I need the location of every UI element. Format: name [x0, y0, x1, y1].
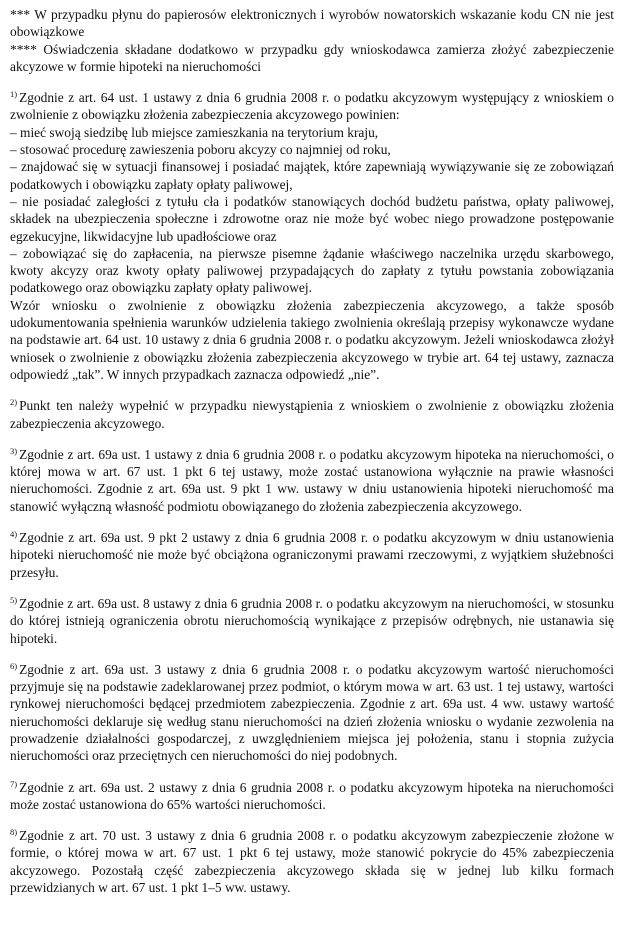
footnote-3: [10, 446, 614, 515]
footnote-6-text: Zgodnie z art. 69a ust. 3 ustawy z dnia 6 grudnia 2008 r. o podatku akcyzowym wartość nieruchomości przyjmuje się na podstawie zadeklarowanej przez podmiot, o którym mowa w art. 63 ust. 1 tej ustawy, wartości rynkowej nieruchomości będącej przedmiotem zabezpieczenia. Zgodnie z art. 69a ust. 4 ww. ustawy wartość nieruchomości deklaruje się według stanu nieruchomości na dzień złożenia wniosku o wydanie zezwolenia na prowadzenie działalności gospodarczej, z uwzględnieniem miejsca jej położenia, stanu i stopnia zużycia nieruchomości oraz przeciętnych cen nieruchomości do niej podobnych.: [10, 661, 614, 764]
footnote-1-item-3: – znajdować się w sytuacji finansowej i posiadać majątek, które zapewniają wywiązywanie się ze zobowiązań podatkowych i obowiązku zapłaty opłaty paliwowej,: [10, 159, 614, 192]
footnote-1-item-5: – zobowiązać się do zapłacenia, na pierwsze pisemne żądanie właściwego naczelnika urzędu skarbowego, kwoty akcyzy oraz kwoty opłaty paliwowej przypadających do zapłaty z tytułu powstania zobowiązania podatkowego oraz obowiązku zapłaty opłaty paliwowej.: [10, 245, 614, 296]
footnote-2-text: Punkt ten należy wypełnić w przypadku niewystąpienia z wnioskiem o zwolnienie z obowiązku złożenia zabezpieczenia akcyzowego.: [10, 398, 614, 431]
footnote-8-text: Zgodnie z art. 70 ust. 3 ustawy z dnia 6 grudnia 2008 r. o podatku akcyzowym zabezpieczenie złożone w formie, o której mowa w art. 67 ust. 1 pkt 6 tej ustawy, może stanowić pokrycie do 45% zabezpieczenia akcyzowego. Pozostałą część zabezpieczenia akcyzowego składa się w jednej lub kilku formach przewidzianych w art. 67 ust. 1 pkt 1–5 ww. ustawy.: [10, 828, 614, 896]
footnote-8: [10, 827, 614, 896]
footnote-2-marker: 2): [10, 397, 18, 408]
footnote-1-intro: Zgodnie z art. 64 ust. 1 ustawy z dnia 6 grudnia 2008 r. o podatku akcyzowym występujący z wnioskiem o zwolnienie z obowiązku złożenia zabezpieczenia akcyzowego powinien:: [10, 90, 614, 123]
footnote-1-template-info: Wzór wniosku o zwolnienie z obowiązku złożenia zabezpieczenia akcyzowego, a także sposób udokumentowania spełnienia warunków udzielenia takiego zwolnienia określają przepisy wykonawcze wydane na podstawie art. 64 ust. 10 ustawy z dnia 6 grudnia 2008 r. o podatku akcyzowym. Jeżeli wnioskodawca złożył wniosek o zwolnienie z obowiązku złożenia zabezpieczenia akcyzowego w trybie art. 64 tej ustawy, zaznacza odpowiedź „tak”. W innych przypadkach zaznacza odpowiedź „nie”.: [10, 297, 614, 382]
footnote-1: [10, 89, 614, 383]
footnote-3-marker: 3): [10, 445, 18, 456]
note-triple-asterisk: *** W przypadku płynu do papierosów elektronicznych i wyrobów nowatorskich wskazanie kodu CN nie jest obowiązkowe: [10, 7, 614, 40]
footnote-7-marker: 7): [10, 778, 18, 789]
footnote-1-marker: 1): [10, 89, 18, 100]
footnote-4-marker: 4): [10, 529, 18, 540]
footnote-7-text: Zgodnie z art. 69a ust. 2 ustawy z dnia 6 grudnia 2008 r. o podatku akcyzowym hipoteka na nieruchomości może zostać ustanowiona do 65% wartości nieruchomości.: [10, 779, 614, 812]
footnote-1-item-1: – mieć swoją siedzibę lub miejsce zamieszkania na terytorium kraju,: [10, 124, 379, 140]
footnote-3-text: Zgodnie z art. 69a ust. 1 ustawy z dnia 6 grudnia 2008 r. o podatku akcyzowym hipoteka na nieruchomości, o której mowa w art. 67 ust. 1 pkt 6 tej ustawy, może zostać ustanowiona wyłącznie na prawie własności nieruchomości. Zgodnie z art. 69a ust. 9 pkt 1 ww. ustawy w dniu ustanowienia hipoteki nieruchomość ma stanowić wyłączną własność podmiotu obowiązanego do złożenia zabezpieczenia akcyzowego.: [10, 446, 614, 514]
footnote-8-marker: 8): [10, 827, 18, 838]
note-quad-asterisk: **** Oświadczenia składane dodatkowo w przypadku gdy wnioskodawca zamierza złożyć zabezpieczenie akcyzowe w formie hipoteki na nieruchomości: [10, 41, 614, 74]
footnote-5-text: Zgodnie z art. 69a ust. 8 ustawy z dnia 6 grudnia 2008 r. o podatku akcyzowym na nieruchomości, w stosunku do której istnieją ograniczenia obrotu nieruchomością wynikające z przepisów odrębnych, nie ustanawia się hipoteki.: [10, 595, 614, 646]
footnote-5: [10, 595, 614, 647]
footnote-7: [10, 779, 614, 814]
footnote-4: [10, 529, 614, 581]
footnote-6-marker: 6): [10, 660, 18, 671]
footnote-1-item-4: – nie posiadać zaległości z tytułu cła i podatków stanowiących dochód budżetu państwa, opłaty paliwowej, składek na ubezpieczenia społeczne i zdrowotne oraz nie może być wobec niego prowadzone postępowanie egzekucyjne, likwidacyjne lub upadłościowe oraz: [10, 193, 614, 244]
footnote-5-marker: 5): [10, 594, 18, 605]
footnote-4-text: Zgodnie z art. 69a ust. 9 pkt 2 ustawy z dnia 6 grudnia 2008 r. o podatku akcyzowym w dniu ustanowienia hipoteki nieruchomość nie może być obciążona ograniczonymi prawami rzeczowymi, z wyjątkiem służebności przesyłu.: [10, 530, 614, 580]
footnote-1-item-2: – stosować procedurę zawieszenia poboru akcyzy co najmniej od roku,: [10, 142, 391, 158]
footnote-6: [10, 661, 614, 765]
footnote-2: [10, 397, 614, 432]
